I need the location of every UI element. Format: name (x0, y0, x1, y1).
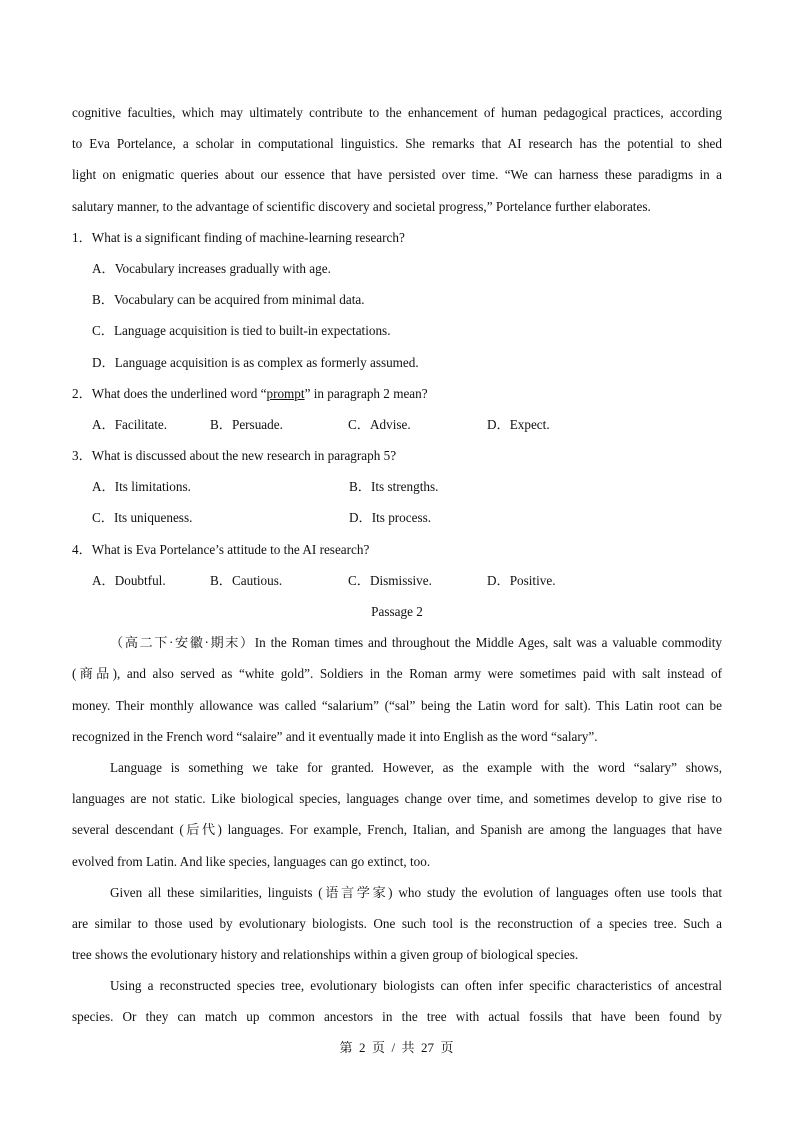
passage2-p1-line-4: recognized in the French word “salaire” and it eventually made it into English as the word “salary”. (72, 728, 598, 744)
passage2-p2-line-4: evolved from Latin. And like species, languages can go extinct, too. (72, 853, 431, 869)
question-4-option-d: D．Positive. (487, 572, 556, 588)
question-4-option-a: A．Doubtful. (92, 572, 166, 588)
passage1-line-3: light on enigmatic queries about our essence that have persisted over time. “We can harness these paradigms in a (72, 167, 722, 183)
passage2-p1-line-1: （高二下·安徽·期末）In the Roman times and throughout the Middle Ages, salt was a valuable commodity (110, 635, 722, 651)
page-content (72, 97, 722, 1033)
passage2-p3-line-2: are similar to those used by evolutionary biologists. One such tool is the reconstruction of a species tree. Such a (72, 915, 722, 931)
passage2-p2-line-2: languages are not static. Like biological species, languages change over time, and sometimes develop to give rise to (72, 791, 722, 807)
passage2-p1-line-3: money. Their monthly allowance was called “salarium” (“sal” being the Latin word for salt). This Latin root can be (72, 697, 722, 713)
passage1-line-2: to Eva Portelance, a scholar in computational linguistics. She remarks that AI research has the potential to shed (72, 136, 722, 152)
question-1-stem: 1．What is a significant finding of machine-learning research? (72, 229, 405, 245)
passage2-p4-line-2: species. Or they can match up common ancestors in the tree with actual fossils that have been found by (72, 1009, 722, 1025)
page-footer (0, 1038, 793, 1058)
question-4-options (72, 565, 722, 596)
passage2-p3-line-1: Given all these similarities, linguists (语言学家) who study the evolution of languages often use tools that (110, 884, 722, 900)
question-3-stem: 3．What is discussed about the new research in paragraph 5? (72, 448, 397, 464)
question-2-stem: 2．What does the underlined word “prompt” in paragraph 2 mean? (72, 385, 428, 401)
question-2-option-a: A．Facilitate. (92, 416, 168, 432)
question-2-option-b: B．Persuade. (210, 416, 283, 432)
question-4-stem: 4．What is Eva Portelance’s attitude to the AI research? (72, 541, 370, 557)
question-4-option-b: B．Cautious. (210, 572, 283, 588)
question-3-options-row-1 (72, 471, 722, 502)
question-1-option-b: B．Vocabulary can be acquired from minimal data. (92, 292, 365, 308)
question-3-option-a: A．Its limitations. (92, 479, 191, 495)
page-number: 第 2 页 / 共 27 页 (339, 1040, 454, 1055)
question-3-option-c: C．Its uniqueness. (92, 510, 193, 526)
question-2-option-c: C．Advise. (348, 416, 411, 432)
passage2-p3-line-3: tree shows the evolutionary history and relationships within a given group of biological species. (72, 947, 579, 963)
underlined-word: prompt (266, 385, 305, 401)
question-3-options-row-2 (72, 502, 722, 533)
passage2-p2-line-1: Language is something we take for granted. However, as the example with the word “salary” shows, (110, 759, 722, 775)
passage2-p1-line-2: (商品), and also served as “white gold”. Soldiers in the Roman army were sometimes paid with salt instead of (72, 666, 722, 682)
question-1-option-d: D．Language acquisition is as complex as formerly assumed. (92, 354, 419, 370)
question-3-option-d: D．Its process. (349, 510, 432, 526)
passage-2-title: Passage 2 (371, 604, 423, 619)
question-1-option-c: C．Language acquisition is tied to built-in expectations. (92, 323, 391, 339)
passage1-line-1: cognitive faculties, which may ultimately contribute to the enhancement of human pedagogical practices, according (72, 105, 722, 120)
question-1-option-a: A．Vocabulary increases gradually with age. (92, 260, 331, 276)
question-2-options (72, 409, 722, 440)
passage1-line-4: salutary manner, to the advantage of scientific discovery and societal progress,” Portelance further elaborates. (72, 198, 651, 214)
question-2-option-d: D．Expect. (487, 416, 550, 432)
question-3-option-b: B．Its strengths. (349, 479, 439, 495)
passage2-p2-line-3: several descendant (后代) languages. For example, French, Italian, and Spanish are among the languages that have (72, 822, 722, 838)
passage2-p4-line-1: Using a reconstructed species tree, evolutionary biologists can often infer specific characteristics of ancestral (110, 978, 722, 994)
question-4-option-c: C．Dismissive. (348, 572, 432, 588)
